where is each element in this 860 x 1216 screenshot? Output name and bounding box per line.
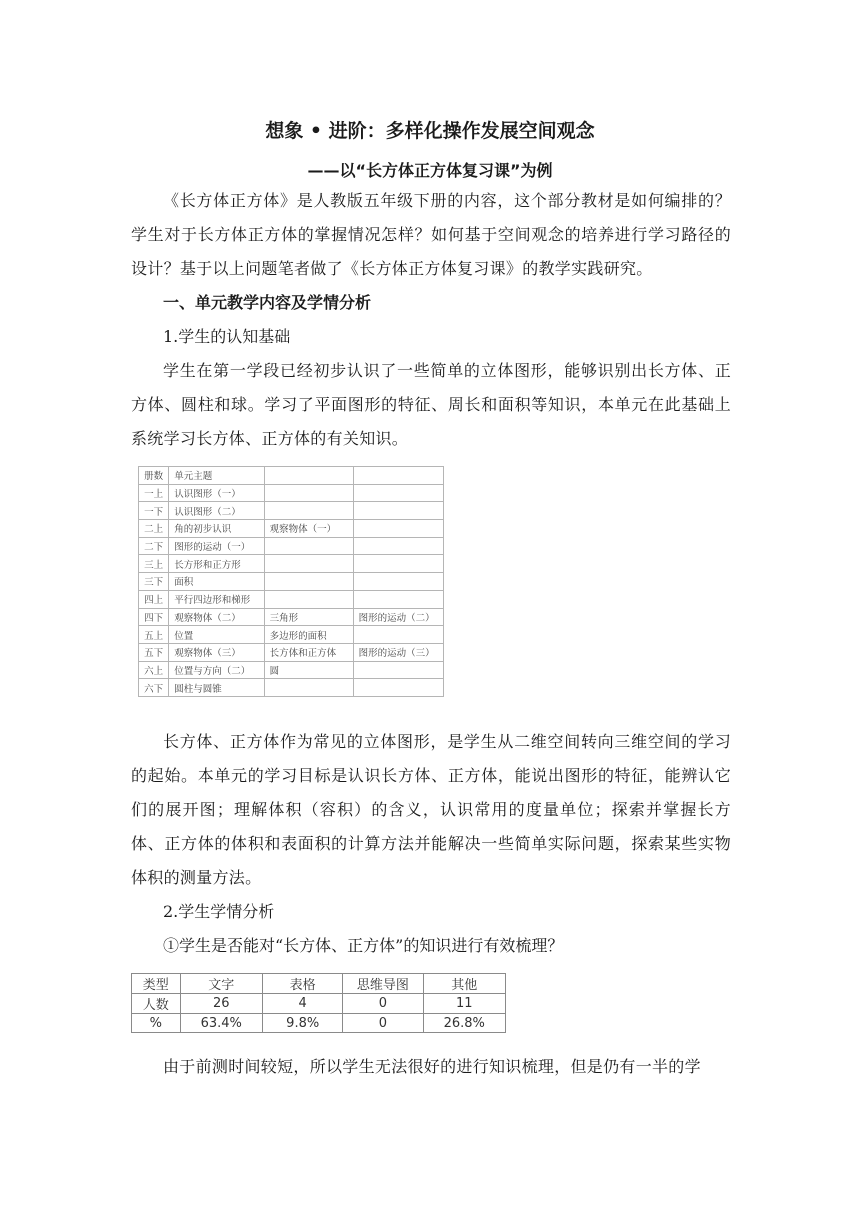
table-cell: 一下 <box>139 502 169 520</box>
survey-stats-table <box>131 973 506 1033</box>
table-cell: 位置 <box>169 626 264 644</box>
table-cell: 图形的运动（一） <box>169 537 264 555</box>
document-subtitle: ——以“长方体正方体复习课”为例 <box>307 161 553 180</box>
table-cell: 长方形和正方形 <box>169 555 264 573</box>
table-cell: 圆 <box>264 661 353 679</box>
table-cell <box>353 590 443 608</box>
table-cell: 五下 <box>139 643 169 661</box>
sub2-heading: 2.学生学情分析 <box>163 902 275 921</box>
table-cell: 认识图形（一） <box>169 484 264 502</box>
table-row <box>139 502 444 520</box>
table-cell <box>264 484 353 502</box>
document-title: 想象 • 进阶：多样化操作发展空间观念 <box>265 120 595 142</box>
table-row <box>139 555 444 573</box>
table-cell: 平行四边形和梯形 <box>169 590 264 608</box>
table-cell: 单元主题 <box>169 467 264 485</box>
pretest-paragraph: 由于前测时间较短，所以学生无法很好的进行知识梳理，但是仍有一半的学 <box>163 1057 701 1076</box>
table-cell: 六上 <box>139 661 169 679</box>
table-cell: 四上 <box>139 590 169 608</box>
table-row <box>139 573 444 591</box>
table-cell <box>353 661 443 679</box>
table-header-row <box>132 974 506 994</box>
table-cell: 思维导图 <box>343 974 423 994</box>
table-cell: 文字 <box>180 974 262 994</box>
table-row <box>139 590 444 608</box>
table-cell <box>353 537 443 555</box>
table-cell: 一上 <box>139 484 169 502</box>
table-cell: 长方体和正方体 <box>264 643 353 661</box>
table-cell: 观察物体（一） <box>264 520 353 538</box>
table-cell: 0 <box>343 1014 423 1033</box>
table-cell <box>353 467 443 485</box>
table-row <box>139 626 444 644</box>
table-cell: 多边形的面积 <box>264 626 353 644</box>
table-row <box>139 679 444 697</box>
table-cell: 63.4% <box>180 1014 262 1033</box>
table-header-row <box>139 467 444 485</box>
table-cell: % <box>132 1014 181 1033</box>
table-cell <box>353 573 443 591</box>
table-cell: 三角形 <box>264 608 353 626</box>
question-1: ①学生是否能对“长方体、正方体”的知识进行有效梳理？ <box>163 936 564 955</box>
table-row <box>139 643 444 661</box>
table-cell: 二上 <box>139 520 169 538</box>
table-cell <box>353 520 443 538</box>
table-cell <box>264 467 353 485</box>
units-table <box>138 466 444 697</box>
table-row <box>139 661 444 679</box>
table-cell: 四下 <box>139 608 169 626</box>
cognitive-basis-paragraph: 学生在第一学段已经初步认识了一些简单的立体图形，能够识别出长方体、正方体、圆柱和球。学习了平面图形的特征、周长和面积等知识，本单元在此基础上系统学习长方体、正方体的有关知识。 <box>131 361 731 448</box>
table-cell: 册数 <box>139 467 169 485</box>
table-cell: 二下 <box>139 537 169 555</box>
table-cell: 11 <box>423 994 506 1014</box>
table-cell: 图形的运动（三） <box>353 643 443 661</box>
table-cell: 图形的运动（二） <box>353 608 443 626</box>
table-cell: 26.8% <box>423 1014 506 1033</box>
table-cell: 0 <box>343 994 423 1014</box>
sub1-heading: 1.学生的认知基础 <box>163 327 291 346</box>
table-cell: 三上 <box>139 555 169 573</box>
table-row <box>132 994 506 1014</box>
table-cell <box>353 484 443 502</box>
table-cell <box>264 502 353 520</box>
table-cell: 五上 <box>139 626 169 644</box>
table-cell <box>353 679 443 697</box>
table-cell: 4 <box>263 994 343 1014</box>
table-cell <box>353 555 443 573</box>
table-cell: 表格 <box>263 974 343 994</box>
table-row <box>139 520 444 538</box>
table-cell: 六下 <box>139 679 169 697</box>
table-cell <box>264 537 353 555</box>
table-cell <box>353 502 443 520</box>
table-cell <box>353 626 443 644</box>
table-row <box>132 1014 506 1033</box>
intro-paragraph: 《长方体正方体》是人教版五年级下册的内容，这个部分教材是如何编排的？学生对于长方体正方体的掌握情况怎样？如何基于空间观念的培养进行学习路径的设计？基于以上问题笔者做了《长方体正方体复习课》的教学实践研究。 <box>131 191 731 278</box>
table-cell: 圆柱与圆锥 <box>169 679 264 697</box>
table-cell <box>264 590 353 608</box>
section1-heading: 一、单元教学内容及学情分析 <box>163 293 372 312</box>
table-cell: 角的初步认识 <box>169 520 264 538</box>
table-cell: 其他 <box>423 974 506 994</box>
table-row <box>139 484 444 502</box>
table-cell: 人数 <box>132 994 181 1014</box>
table-cell: 9.8% <box>263 1014 343 1033</box>
table-row <box>139 608 444 626</box>
table-cell: 面积 <box>169 573 264 591</box>
table-cell <box>264 679 353 697</box>
table-cell <box>264 573 353 591</box>
table-cell: 位置与方向（二） <box>169 661 264 679</box>
table-cell: 观察物体（二） <box>169 608 264 626</box>
table-cell <box>264 555 353 573</box>
unit-goals-paragraph: 长方体、正方体作为常见的立体图形，是学生从二维空间转向三维空间的学习的起始。本单元的学习目标是认识长方体、正方体，能说出图形的特征，能辨认它们的展开图；理解体积（容积）的含义，认识常用的度量单位；探索并掌握长方体、正方体的体积和表面积的计算方法并能解决一些简单实际问题，探索某些实物体积的测量方法。 <box>131 732 731 887</box>
table-cell: 三下 <box>139 573 169 591</box>
table-cell: 26 <box>180 994 262 1014</box>
table-cell: 观察物体（三） <box>169 643 264 661</box>
table-row <box>139 537 444 555</box>
table-cell: 类型 <box>132 974 181 994</box>
table-cell: 认识图形（二） <box>169 502 264 520</box>
